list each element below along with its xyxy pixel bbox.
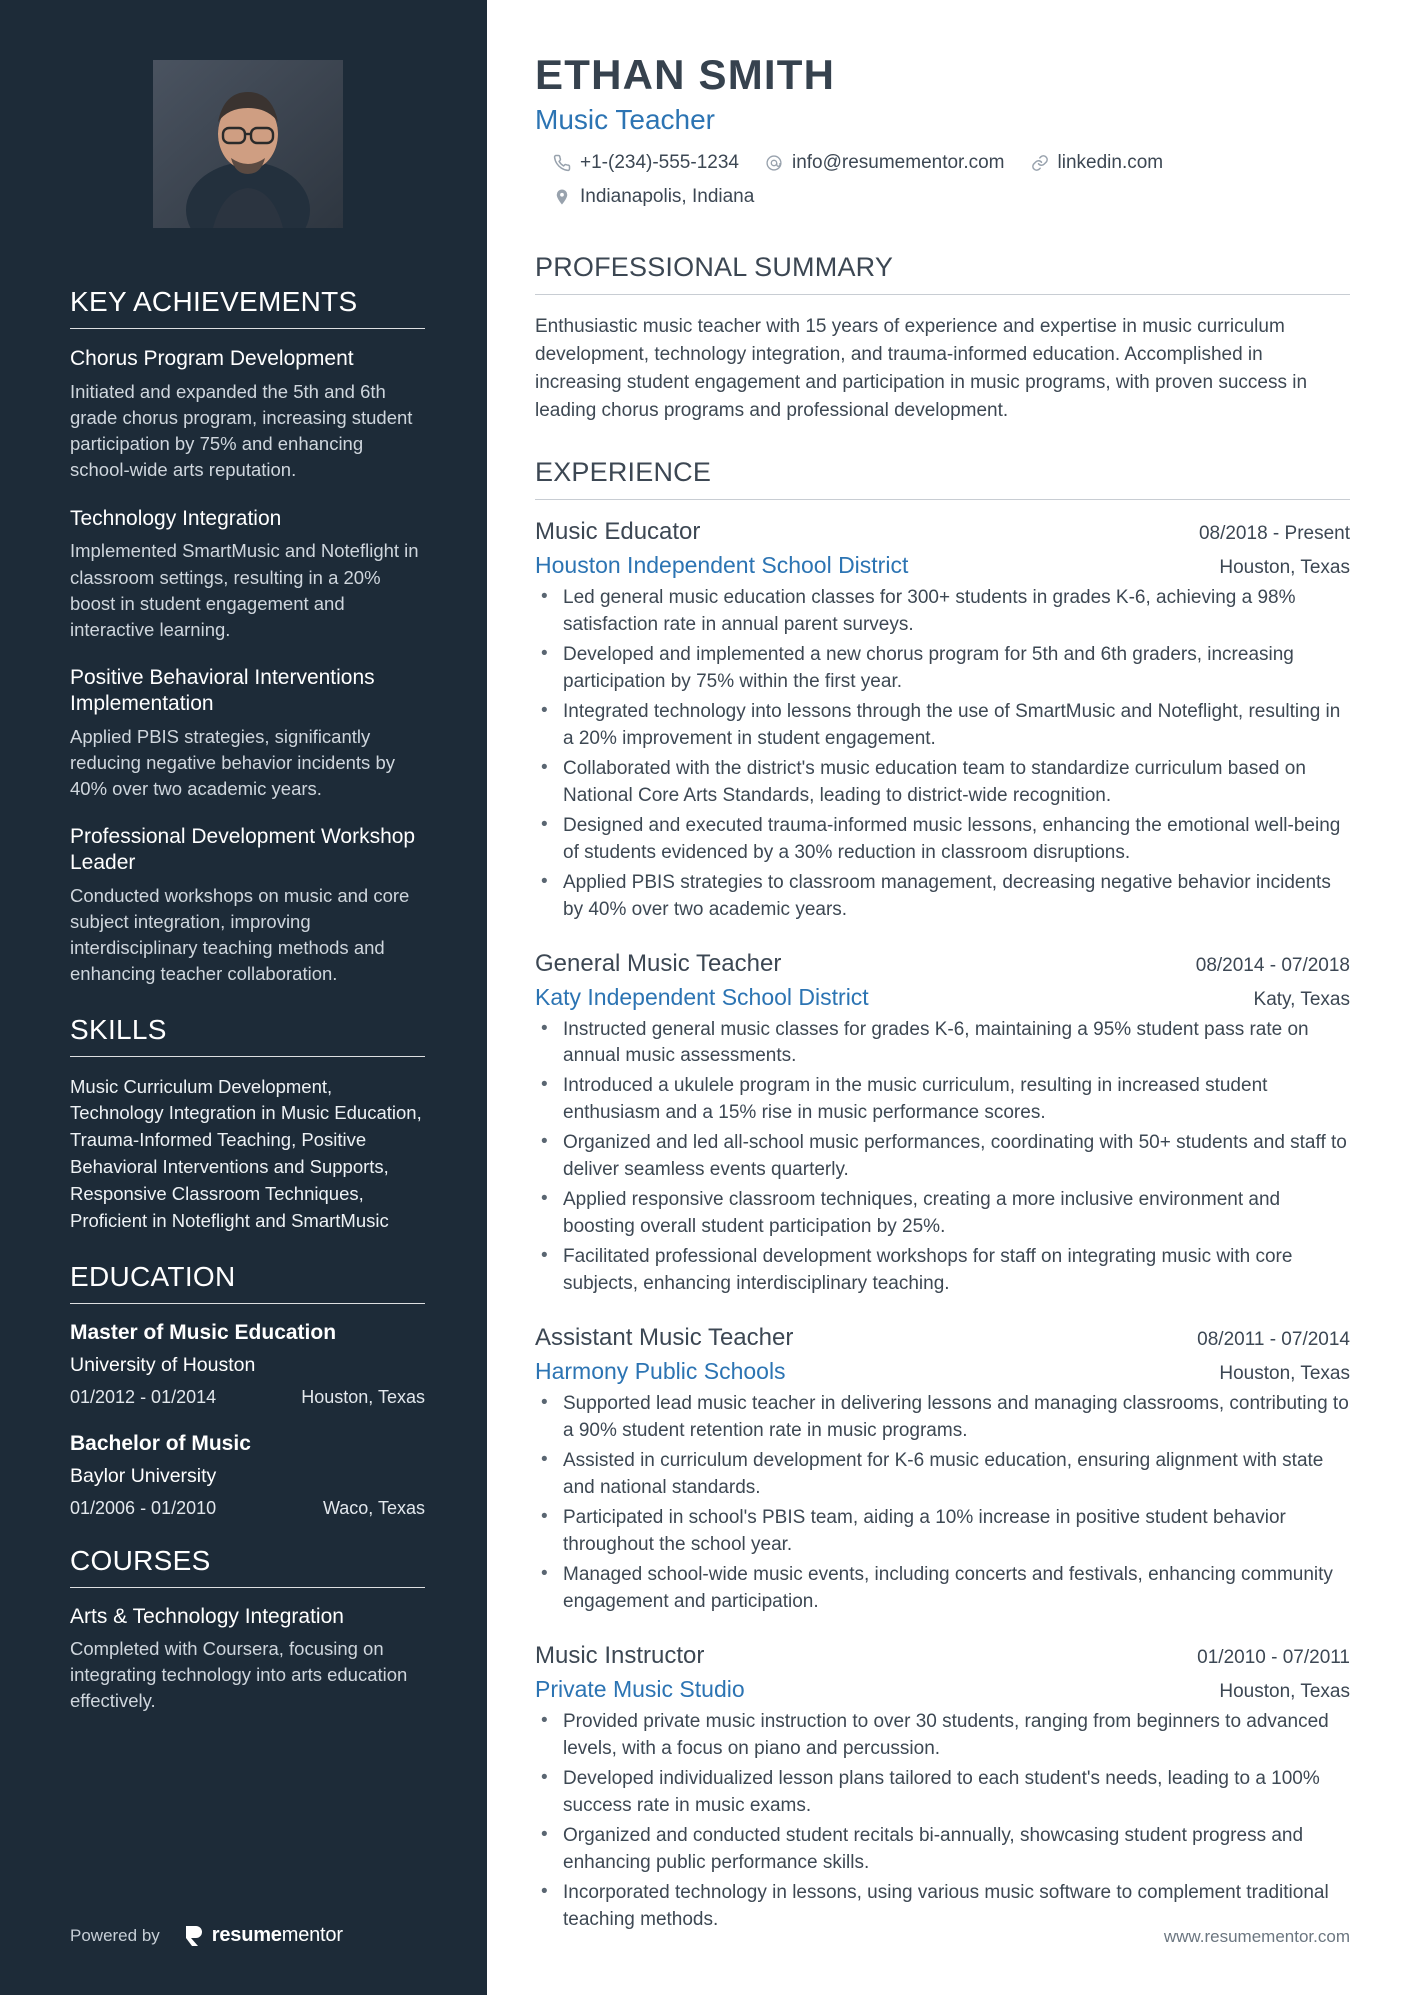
- achievement-desc: Applied PBIS strategies, significantly reducing negative behavior incidents by 40% over two academic years.: [70, 725, 395, 800]
- experience-title: EXPERIENCE: [535, 456, 712, 487]
- resumementor-mark-icon: [184, 1925, 204, 1947]
- experience-location: Houston, Texas: [1219, 1680, 1350, 1702]
- powered-by-label: Powered by: [70, 1925, 160, 1945]
- education-dates: 01/2006 - 01/2010: [70, 1497, 217, 1518]
- experience-dates: 08/2018 - Present: [1198, 522, 1350, 544]
- skills-text: Music Curriculum Development, Technology Integration in Music Education, Trauma-Informed Teaching, Positive Behavioral Interventions and Supports, Responsive Classroom Techniques, Proficient in Noteflight and SmartMusic: [70, 1075, 422, 1231]
- education-location: Houston, Texas: [301, 1386, 425, 1407]
- job-role-subtitle: Music Teacher: [535, 104, 716, 136]
- education-degree: Bachelor of Music: [70, 1431, 251, 1455]
- experience-job-title: General Music Teacher: [535, 949, 782, 977]
- divider: [535, 499, 1350, 500]
- key-achievements-list: [70, 346, 425, 988]
- achievement-desc: Initiated and expanded the 5th and 6th grade chorus program, increasing student participation by 75% and enhancing school-wide arts reputation.: [70, 380, 413, 481]
- contact-list: [553, 152, 1193, 208]
- achievement-desc: Implemented SmartMusic and Noteflight in classroom settings, resulting in a 20% boost in student engagement and interactive learning.: [70, 540, 419, 641]
- experience-company[interactable]: Harmony Public Schools: [535, 1358, 786, 1385]
- achievement-desc: Conducted workshops on music and core subject integration, improving interdisciplinary teaching methods and enhancing teacher collaboration.: [70, 884, 410, 985]
- experience-item: [535, 950, 1350, 1299]
- experience-bullet: • Facilitated professional development workshops for staff on integrating music with core subjects, enhancing interdisciplinary teaching.: [535, 1244, 1350, 1298]
- main-content: [487, 0, 1410, 1995]
- education-school: University of Houston: [70, 1353, 256, 1376]
- experience-bullets: [535, 1017, 1350, 1299]
- achievement-title: Chorus Program Development: [70, 347, 354, 370]
- experience-company-row: [535, 984, 1350, 1011]
- education-school: Baylor University: [70, 1464, 217, 1487]
- education-dates: 01/2012 - 01/2014: [70, 1386, 217, 1407]
- experience-title-row: [535, 1324, 1350, 1352]
- courses-list: [70, 1605, 425, 1715]
- experience-bullets: [535, 585, 1350, 924]
- experience-bullet: • Incorporated technology in lessons, using various music software to complement traditional teaching methods.: [535, 1880, 1350, 1934]
- divider: [70, 1303, 425, 1304]
- phone-icon: [553, 154, 571, 172]
- experience-bullet: • Managed school-wide music events, including concerts and festivals, enhancing community engagement and participation.: [535, 1562, 1350, 1616]
- experience-bullet: • Provided private music instruction to over 30 students, ranging from beginners to advanced levels, with a focus on piano and percussion.: [535, 1709, 1350, 1763]
- experience-job-title: Music Instructor: [535, 1641, 705, 1669]
- experience-location: Houston, Texas: [1219, 556, 1350, 578]
- experience-bullet: • Collaborated with the district's music education team to standardize curriculum based on National Core Arts Standards, leading to district-wide recognition.: [535, 756, 1350, 810]
- education-list: [70, 1321, 425, 1519]
- experience-dates: 08/2011 - 07/2014: [1197, 1329, 1350, 1351]
- section-education: [70, 1261, 425, 1519]
- education-title: EDUCATION: [70, 1260, 236, 1292]
- experience-location: Katy, Texas: [1253, 988, 1350, 1010]
- contact-text: linkedin.com: [1057, 152, 1164, 174]
- courses-title: COURSES: [70, 1544, 211, 1576]
- education-meta: [70, 1498, 425, 1519]
- experience-bullet: • Participated in school's PBIS team, aiding a 10% increase in positive student behavior throughout the school year.: [535, 1505, 1350, 1559]
- course-title: Arts & Technology Integration: [70, 1604, 344, 1628]
- experience-list: [535, 518, 1350, 1934]
- experience-bullets: [535, 1391, 1350, 1616]
- experience-company[interactable]: Houston Independent School District: [535, 551, 909, 578]
- professional-summary-text: Enthusiastic music teacher with 15 years of experience and expertise in music curriculum development, technology integration, and trauma-informed education. Accomplished in increasing student engagement and participation in music programs, with proven success in leading chorus programs and professional development.: [535, 316, 1308, 421]
- achievement-title: Professional Development Workshop Leader: [70, 825, 416, 874]
- experience-dates: 01/2010 - 07/2011: [1197, 1646, 1350, 1668]
- education-item: [70, 1432, 425, 1519]
- divider: [70, 1587, 425, 1588]
- footer-website: www.resumementor.com: [1163, 1927, 1350, 1946]
- section-courses: [70, 1545, 425, 1715]
- experience-bullet: • Integrated technology into lessons through the use of SmartMusic and Noteflight, resulting in a 20% improvement in student engagement.: [535, 699, 1350, 753]
- key-achievements-title: KEY ACHIEVEMENTS: [70, 286, 358, 317]
- location-icon: [553, 188, 571, 206]
- divider: [70, 328, 425, 329]
- brand-bold: resume: [211, 1924, 282, 1946]
- experience-bullet: • Instructed general music classes for grades K-6, maintaining a 95% student pass rate on annual music assessments.: [535, 1017, 1350, 1071]
- experience-company[interactable]: Katy Independent School District: [535, 983, 869, 1010]
- experience-location: Houston, Texas: [1219, 1363, 1350, 1385]
- experience-bullet: • Developed and implemented a new chorus program for 5th and 6th graders, increasing participation by 75% within the first year.: [535, 642, 1350, 696]
- section-experience: [535, 457, 1350, 1934]
- resumementor-logo: [184, 1924, 343, 1947]
- experience-company-row: [535, 1676, 1350, 1703]
- contact-text: +1-(234)-555-1234: [580, 152, 739, 174]
- experience-bullet: • Assisted in curriculum development for K-6 music education, ensuring alignment with state and national standards.: [535, 1448, 1350, 1502]
- divider: [535, 294, 1350, 295]
- achievement-item: [70, 346, 425, 484]
- contact-phone[interactable]: [553, 152, 739, 174]
- experience-title-row: [535, 518, 1350, 546]
- experience-bullet: • Supported lead music teacher in delivering lessons and managing classrooms, contributing to a 90% student retention rate in music programs.: [535, 1391, 1350, 1445]
- contact-text: info@resumementor.com: [791, 152, 1005, 174]
- achievement-title: Technology Integration: [70, 506, 282, 530]
- experience-title-row: [535, 950, 1350, 978]
- experience-item: [535, 1324, 1350, 1616]
- experience-item: [535, 1642, 1350, 1934]
- experience-job-title: Assistant Music Teacher: [535, 1324, 794, 1352]
- sidebar: [0, 0, 487, 1995]
- experience-bullet: • Designed and executed trauma-informed music lessons, enhancing the emotional well-being of students evidenced by a 30% reduction in classroom disruptions.: [535, 813, 1350, 867]
- contact-text: Indianapolis, Indiana: [580, 186, 755, 208]
- experience-company-row: [535, 552, 1350, 579]
- education-item: [70, 1321, 425, 1408]
- experience-title-row: [535, 1642, 1350, 1670]
- section-professional-summary: [535, 252, 1350, 425]
- experience-bullet: • Organized and led all-school music performances, coordinating with 50+ students and staff to deliver seamless events quarterly.: [535, 1130, 1350, 1184]
- education-meta: [70, 1387, 425, 1408]
- section-key-achievements: [70, 286, 425, 988]
- achievement-title: Positive Behavioral Interventions Implementation: [70, 666, 375, 715]
- avatar-illustration: [153, 60, 343, 228]
- contact-location[interactable]: [553, 186, 754, 208]
- section-skills: [70, 1014, 425, 1235]
- link-icon: [1031, 154, 1049, 172]
- experience-dates: 08/2014 - 07/2018: [1195, 954, 1350, 976]
- education-location: Waco, Texas: [322, 1497, 425, 1518]
- contact-link[interactable]: [1031, 152, 1164, 174]
- experience-bullet: • Introduced a ukulele program in the music curriculum, resulting in increased student enthusiasm and a 15% rise in music performance scores.: [535, 1073, 1350, 1127]
- achievement-item: [70, 665, 425, 802]
- course-item: [70, 1605, 425, 1715]
- contact-email[interactable]: [765, 152, 1005, 174]
- divider: [70, 1056, 425, 1057]
- profile-photo: [153, 60, 343, 228]
- experience-job-title: Music Educator: [535, 517, 701, 545]
- skills-title: SKILLS: [70, 1013, 167, 1045]
- experience-company[interactable]: Private Music Studio: [535, 1675, 745, 1702]
- experience-bullet: • Applied responsive classroom techniques, creating a more inclusive environment and boosting overall student participation by 25%.: [535, 1187, 1350, 1241]
- experience-bullet: • Led general music education classes for 300+ students in grades K-6, achieving a 98% satisfaction rate in annual parent surveys.: [535, 585, 1350, 639]
- page-title: ETHAN SMITH: [535, 51, 836, 98]
- experience-bullets: [535, 1709, 1350, 1934]
- sidebar-footer: [70, 1924, 343, 1947]
- course-desc: Completed with Coursera, focusing on integrating technology into arts education effectively.: [70, 1637, 408, 1712]
- experience-bullet: • Developed individualized lesson plans tailored to each student's needs, leading to a 100% success rate in music exams.: [535, 1766, 1350, 1820]
- experience-bullet: • Organized and conducted student recitals bi-annually, showcasing student progress and enhancing public performance skills.: [535, 1823, 1350, 1877]
- professional-summary-title: PROFESSIONAL SUMMARY: [535, 252, 894, 283]
- achievement-item: [70, 824, 425, 987]
- brand-text: [212, 1924, 343, 1947]
- brand-light: mentor: [281, 1924, 343, 1946]
- experience-bullet: • Applied PBIS strategies to classroom management, decreasing negative behavior incidents by 40% over two academic years.: [535, 870, 1350, 924]
- experience-item: [535, 518, 1350, 924]
- achievement-item: [70, 506, 425, 644]
- email-icon: [765, 154, 783, 172]
- education-degree: Master of Music Education: [70, 1320, 337, 1344]
- experience-company-row: [535, 1358, 1350, 1385]
